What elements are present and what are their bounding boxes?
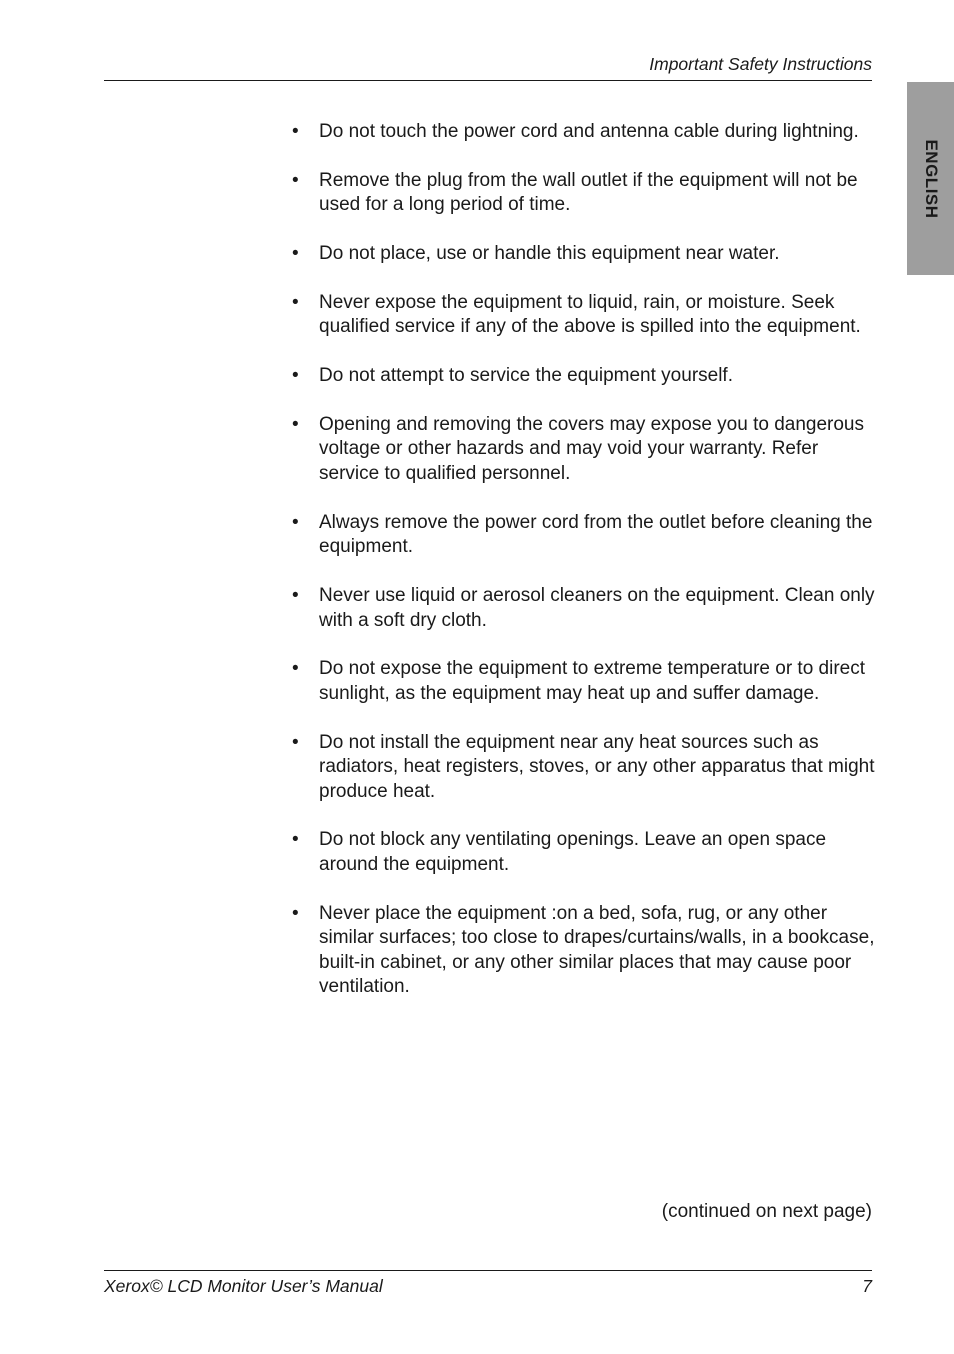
list-item-text: Never expose the equipment to liquid, rain, or moisture. Seek qualified service if any of the above is spilled into the equipment. [319,291,861,338]
bullet-icon: • [292,365,299,387]
list-item [292,584,882,633]
language-tab-label: ENGLISH [921,138,941,219]
bullet-icon: • [292,731,299,753]
list-item [292,120,882,145]
list-item [292,413,882,487]
bullet-icon: • [292,169,299,191]
list-item-text: Do not touch the power cord and antenna cable during lightning. [319,121,859,142]
list-item-text: Never place the equipment :on a bed, sofa, rug, or any other similar surfaces; too close to drapes/curtains/walls, in a bookcase, built-in cabinet, or any other similar places that may cause poor ventilation. [319,902,875,998]
list-item [292,169,882,218]
list-item-text: Opening and removing the covers may expose you to dangerous voltage or other hazards and may void your warranty. Refer service to qualified personnel. [319,413,864,484]
bullet-icon: • [292,291,299,313]
list-item [292,291,882,340]
list-item [292,242,882,267]
bullet-icon: • [292,413,299,435]
list-item-text: Remove the plug from the wall outlet if the equipment will not be used for a long period of time. [319,169,858,216]
bullet-icon: • [292,243,299,265]
list-item [292,828,882,877]
bullet-icon: • [292,902,299,924]
header-rule [104,80,872,81]
safety-instructions-list [292,120,882,1024]
bullet-icon: • [292,829,299,851]
list-item-text: Do not block any ventilating openings. Leave an open space around the equipment. [319,829,827,875]
footer-manual-title: Xerox© LCD Monitor User’s Manual [104,1276,383,1296]
running-header-title: Important Safety Instructions [649,54,872,74]
bullet-icon: • [292,511,299,533]
language-tab [907,82,954,275]
page-number: 7 [862,1276,872,1296]
list-item [292,511,882,560]
list-item [292,364,882,389]
footer-rule [104,1270,872,1271]
bullet-icon: • [292,585,299,607]
bullet-icon: • [292,658,299,680]
list-item [292,731,882,805]
list-item-text: Always remove the power cord from the outlet before cleaning the equipment. [319,511,873,558]
list-item [292,902,882,1000]
list-item-text: Do not attempt to service the equipment yourself. [319,365,733,387]
continued-note: (continued on next page) [661,1201,872,1222]
list-item [292,657,882,706]
list-item-text: Do not install the equipment near any heat sources such as radiators, heat registers, stoves, or any other apparatus that might produce heat. [319,731,875,802]
list-item-text: Do not place, use or handle this equipment near water. [319,243,780,265]
bullet-icon: • [292,121,299,142]
list-item-text: Do not expose the equipment to extreme temperature or to direct sunlight, as the equipment may heat up and suffer damage. [319,658,866,704]
list-item-text: Never use liquid or aerosol cleaners on the equipment. Clean only with a soft dry cloth. [319,585,875,631]
